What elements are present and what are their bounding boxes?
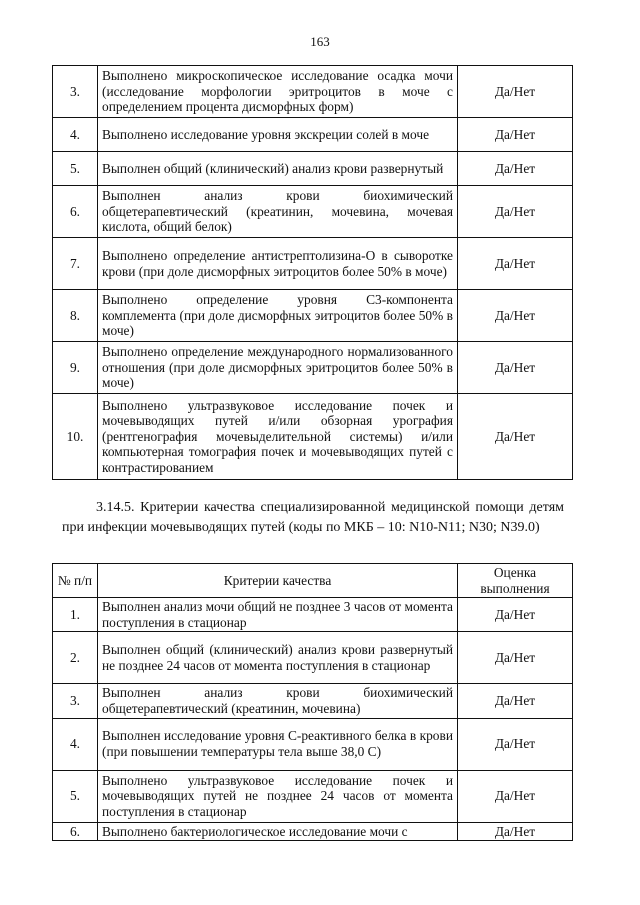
criterion-text: Выполнен общий (клинический) анализ крови развернутый не позднее 24 часов от момента поступления в стационар [98, 632, 458, 684]
row-number: 4. [53, 118, 98, 152]
row-number: 3. [53, 66, 98, 118]
header-grade: Оценка выполнения [458, 564, 573, 598]
criterion-text: Выполнено ультразвуковое исследование почек и мочевыводящих путей и/или обзорная урография (рентгенография мочевыделительной системы) и/или компьютерная томография почек и мочевыводящих путей с контрастированием [98, 394, 458, 480]
grade-cell: Да/Нет [458, 598, 573, 632]
row-number: 7. [53, 238, 98, 290]
row-number: 6. [53, 186, 98, 238]
table-row [53, 152, 573, 186]
table-row [53, 598, 573, 632]
grade-cell: Да/Нет [458, 394, 573, 480]
table-row [53, 118, 573, 152]
table-row [53, 342, 573, 394]
criterion-text: Выполнено микроскопическое исследование осадка мочи (исследование морфологии эритроцитов в моче с определением процента дисморфных форм) [98, 66, 458, 118]
table-row [53, 684, 573, 718]
grade-cell: Да/Нет [458, 66, 573, 118]
grade-cell: Да/Нет [458, 770, 573, 822]
grade-cell: Да/Нет [458, 152, 573, 186]
row-number: 6. [53, 822, 98, 841]
criteria-table-continued [52, 65, 573, 480]
grade-cell: Да/Нет [458, 632, 573, 684]
criterion-text: Выполнено бактериологическое исследование мочи с [98, 822, 458, 841]
criterion-text: Выполнен исследование уровня С-реактивного белка в крови (при повышении температуры тела выше 38,0 С) [98, 718, 458, 770]
row-number: 2. [53, 632, 98, 684]
criteria-table-uti [52, 563, 573, 841]
grade-cell: Да/Нет [458, 822, 573, 841]
table-header-row [53, 564, 573, 598]
table-row [53, 822, 573, 841]
criterion-text: Выполнено определение международного нормализованного отношения (при доле дисморфных эритроцитов более 50% в моче) [98, 342, 458, 394]
criterion-text: Выполнен анализ мочи общий не позднее 3 часов от момента поступления в стационар [98, 598, 458, 632]
header-criteria: Критерии качества [98, 564, 458, 598]
table-row [53, 632, 573, 684]
grade-cell: Да/Нет [458, 238, 573, 290]
table-row [53, 394, 573, 480]
table-row [53, 770, 573, 822]
grade-cell: Да/Нет [458, 342, 573, 394]
criterion-text: Выполнено ультразвуковое исследование почек и мочевыводящих путей не позднее 24 часов от момента поступления в стационар [98, 770, 458, 822]
row-number: 9. [53, 342, 98, 394]
table-row [53, 718, 573, 770]
row-number: 4. [53, 718, 98, 770]
grade-cell: Да/Нет [458, 118, 573, 152]
row-number: 10. [53, 394, 98, 480]
grade-cell: Да/Нет [458, 290, 573, 342]
criterion-text: Выполнен анализ крови биохимический общетерапевтический (креатинин, мочевина, мочевая кислота, общий белок) [98, 186, 458, 238]
grade-cell: Да/Нет [458, 684, 573, 718]
table-row [53, 186, 573, 238]
section-heading: 3.14.5. Критерии качества специализированной медицинской помощи детям при инфекции мочевыводящих путей (коды по МКБ – 10: N10-N11; N30; N39.0) [62, 500, 564, 535]
row-number: 5. [53, 152, 98, 186]
grade-cell: Да/Нет [458, 186, 573, 238]
criterion-text: Выполнено определение антистрептолизина-О в сыворотке крови (при доле дисморфных эитроцитов более 50% в моче) [98, 238, 458, 290]
row-number: 1. [53, 598, 98, 632]
criterion-text: Выполнено определение уровня С3-компонента комплемента (при доле дисморфных эитроцитов более 50% в моче) [98, 290, 458, 342]
page-number: 163 [310, 34, 330, 49]
table-row [53, 238, 573, 290]
table-row [53, 290, 573, 342]
row-number: 5. [53, 770, 98, 822]
table-row [53, 66, 573, 118]
criterion-text: Выполнен анализ крови биохимический общетерапевтический (креатинин, мочевина) [98, 684, 458, 718]
criterion-text: Выполнено исследование уровня экскреции солей в моче [98, 118, 458, 152]
grade-cell: Да/Нет [458, 718, 573, 770]
row-number: 8. [53, 290, 98, 342]
row-number: 3. [53, 684, 98, 718]
header-num: № п/п [53, 564, 98, 598]
criterion-text: Выполнен общий (клинический) анализ крови развернутый [98, 152, 458, 186]
